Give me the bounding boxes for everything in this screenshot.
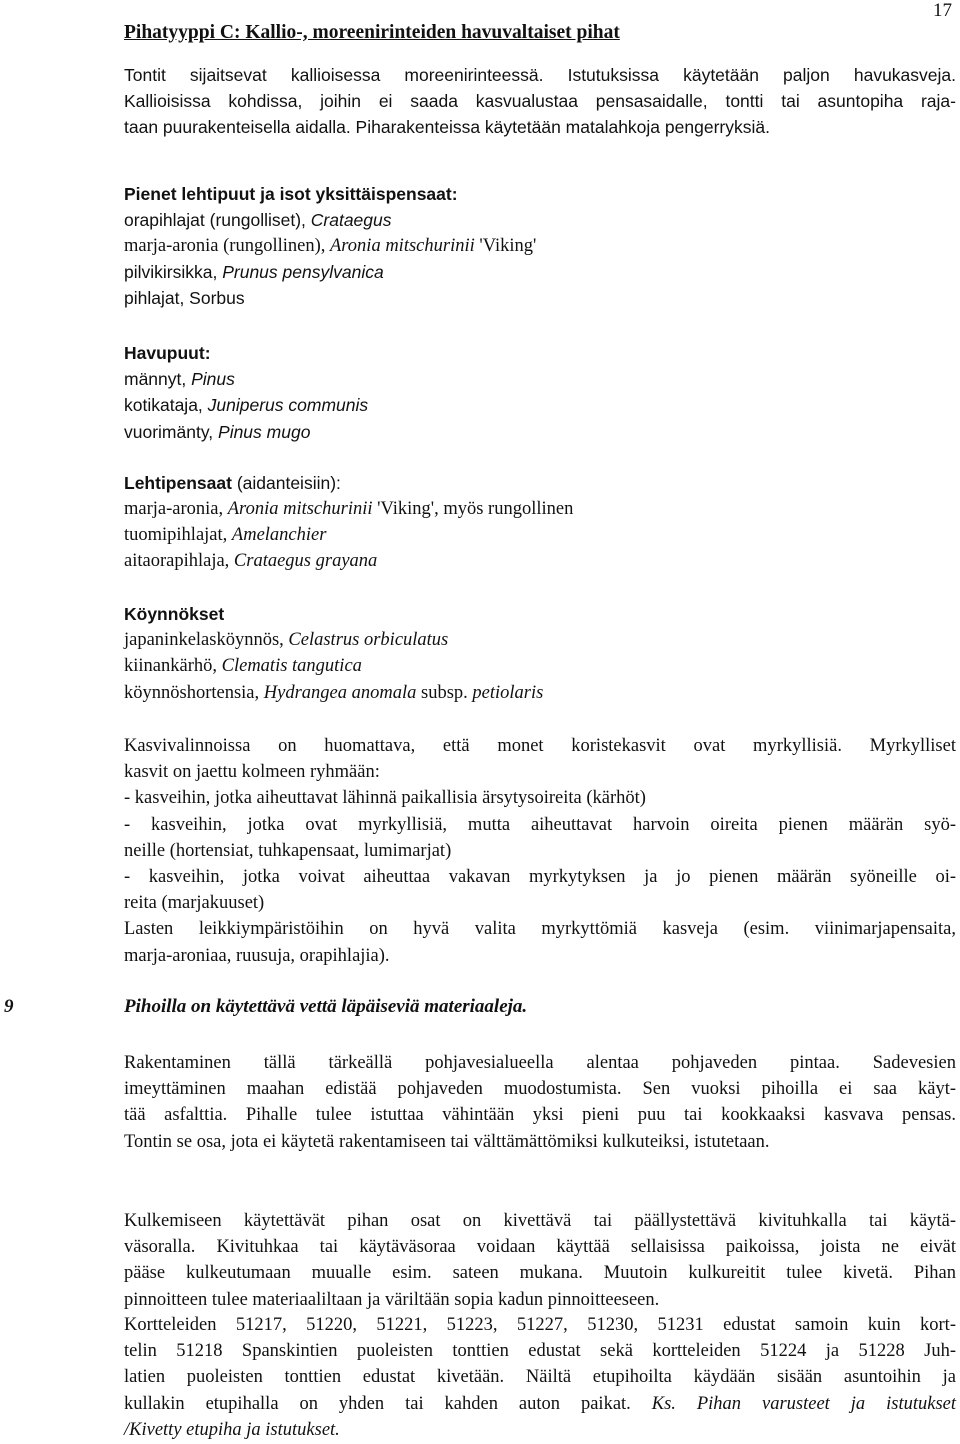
group-title: Köynnökset: [124, 604, 225, 624]
plant-common-name: männyt,: [124, 369, 192, 390]
plant-cultivar: 'Viking', myös rungollinen: [372, 499, 574, 519]
plant-item: [124, 366, 956, 392]
plant-item: [124, 548, 956, 574]
paragraph-line: latien puoleisten tonttien edustat kivetään. Näiltä etupihoilta käydään sisään asuntoihin ja: [124, 1367, 956, 1388]
plant-latin-name: Hydrangea anomala: [263, 682, 417, 703]
plant-common-name: marja-aronia (rungollinen),: [124, 236, 330, 256]
plant-common-name: tuomipihlajat,: [124, 525, 232, 546]
plant-latin-name: Aronia mitschurinii: [227, 499, 373, 519]
paragraph-line: tää asfalttia. Pihalle tulee istuttaa vähintään yksi pieni puu tai kookkaaksi kasvava pensas.: [124, 1105, 956, 1126]
toxicity-line: reita (marjakuuset): [124, 893, 265, 914]
plant-latin-name: Celastrus orbiculatus: [288, 630, 449, 651]
section-title: Pihoilla on käytettävä vettä läpäiseviä materiaaleja.: [124, 996, 528, 1017]
toxicity-line: Lasten leikkiympäristöihin on hyvä valita myrkyttömiä kasveja (esim. viinimarjapensaita,: [124, 919, 956, 940]
paragraph-line: pinnoitteen tulee materiaaliltaan ja väriltään sopia kadun pinnoitteeseen.: [124, 1289, 660, 1310]
plant-group-small-trees-items-2: [124, 259, 956, 311]
plant-group-deciduous-shrubs: [124, 470, 956, 496]
plant-common-name: pihlajat, Sorbus: [124, 288, 245, 309]
toxicity-line: Kasvivalinnoissa on huomattava, että monet koristekasvit ovat myrkyllisiä. Myrkylliset: [124, 736, 956, 756]
plant-group-climbers: [124, 601, 956, 706]
paragraph-line: [124, 1391, 956, 1417]
intro-line: Kallioisissa kohdissa, joihin ei saada kasvualustaa pensasaidalle, tontti tai asuntopiha raja-: [124, 91, 956, 112]
cross-reference: Ks. Pihan varusteet ja istutukset: [651, 1393, 956, 1414]
plant-common-name: kotikataja,: [124, 395, 208, 416]
plant-item: [124, 259, 956, 285]
paragraph-line: Kulkemiseen käytettävät pihan osat on kivettävä tai päällystettävä kivituhkalla tai käytä-: [124, 1211, 956, 1231]
paragraph-text: kullakin etupihalla on yhden tai kahden auton paikat.: [124, 1393, 652, 1414]
plant-item: [124, 392, 956, 418]
toxicity-line: kasvit on jaettu kolmeen ryhmään:: [124, 762, 380, 783]
plant-common-name: vuorimänty,: [124, 421, 219, 442]
group-title: Lehtipensaat: [124, 473, 232, 493]
intro-line: Tontit sijaitsevat kallioisessa moreenirinteessä. Istutuksissa käytetään paljon havukasveja.: [124, 65, 956, 85]
plant-common-name: köynnöshortensia,: [124, 682, 264, 703]
cross-reference: /Kivetty etupiha ja istutukset.: [124, 1419, 340, 1440]
plant-group-small-trees-items: [124, 233, 956, 259]
plant-latin-name: Prunus pensylvanica: [222, 262, 384, 282]
toxicity-line: neille (hortensiat, tuhkapensaat, lumimarjat): [124, 840, 452, 861]
plant-item: [124, 233, 956, 259]
paragraph-line: Kortteleiden 51217, 51220, 51221, 51223, 51227, 51230, 51231 edustat samoin kuin kort-: [124, 1315, 956, 1335]
plant-group-deciduous-shrubs-items: [124, 496, 956, 575]
section9-paragraph-2: [124, 1208, 956, 1313]
plant-item: [124, 653, 956, 679]
plant-latin-name: Clematis tangutica: [221, 656, 362, 677]
intro-paragraph: [124, 62, 956, 141]
section-heading: Pihatyyppi C: Kallio-, moreenirinteiden havuvaltaiset pihat: [124, 22, 620, 43]
plant-item: [124, 207, 956, 233]
plant-group-conifers: [124, 340, 956, 445]
toxicity-line: - kasveihin, jotka ovat myrkyllisiä, mutta aiheuttavat harvoin oireita pienen määrän syö-: [124, 814, 956, 835]
plant-cultivar: 'Viking': [474, 236, 537, 256]
section-number: 9: [4, 996, 14, 1017]
plant-latin-name: Aronia mitschurinii: [329, 236, 475, 256]
intro-line: taan puurakenteisella aidalla. Piharakenteissa käytetään matalahkoja pengerryksiä.: [124, 117, 770, 138]
plant-common-name: pilvikirsikka,: [124, 262, 223, 282]
page-number: 17: [933, 0, 952, 21]
plant-subsp: subsp.: [416, 682, 473, 703]
toxicity-paragraph: [124, 733, 956, 969]
plant-latin-name: Amelanchier: [231, 525, 327, 546]
plant-item: [124, 419, 956, 445]
paragraph-line: Tontin se osa, jota ei käytetä rakentamiseen tai välttämättömiksi kulkuteiksi, istutetaan.: [124, 1131, 770, 1152]
plant-common-name: kiinankärhö,: [124, 656, 222, 677]
group-title: Havupuut:: [124, 343, 211, 363]
plant-common-name: aitaorapihlaja,: [124, 551, 234, 572]
plant-item: [124, 680, 956, 706]
plant-group-small-trees: [124, 181, 956, 233]
plant-item: [124, 627, 956, 653]
paragraph-line: Rakentaminen tällä tärkeällä pohjavesialueella alentaa pohjaveden pintaa. Sadevesien: [124, 1053, 956, 1073]
group-title-suffix: (aidanteisiin):: [231, 473, 341, 493]
plant-item: [124, 496, 956, 522]
plant-common-name: japaninkelasköynnös,: [124, 630, 289, 651]
section9-paragraph-1: [124, 1050, 956, 1155]
plant-latin-name: petiolaris: [472, 682, 544, 703]
paragraph-line: telin 51218 Spanskintien puoleisten tonttien edustat sekä kortteleiden 51224 ja 51228 Juh-: [124, 1341, 956, 1362]
plant-latin-name: Crataegus: [310, 210, 392, 231]
paragraph-line: pääse kulkeutumaan muualle esim. sateen mukana. Muutoin kulkureitit tulee kivetä. Pihan: [124, 1263, 956, 1284]
plant-common-name: orapihlajat (rungolliset),: [124, 210, 311, 231]
plant-common-name: marja-aronia,: [124, 499, 228, 519]
plant-item: [124, 522, 956, 548]
plant-latin-name: Pinus: [191, 369, 235, 390]
paragraph-line: väsoralla. Kivituhkaa tai käytäväsoraa voidaan käyttää sellaisissa paikoissa, joista ne eivät: [124, 1237, 956, 1258]
toxicity-line: - kasveihin, jotka aiheuttavat lähinnä paikallisia ärsytysoireita (kärhöt): [124, 788, 646, 809]
paragraph-line: imeyttäminen maahan edistää pohjaveden muodostumista. Sen vuoksi pihoilla ei saa käyt-: [124, 1079, 956, 1100]
plant-latin-name: Pinus mugo: [218, 421, 311, 442]
plant-latin-name: Juniperus communis: [207, 395, 369, 416]
group-title: Pienet lehtipuut ja isot yksittäispensaat:: [124, 184, 458, 204]
plant-latin-name: Crataegus grayana: [233, 551, 378, 572]
section9-paragraph-3: [124, 1312, 956, 1443]
toxicity-line: marja-aroniaa, ruusuja, orapihlajia).: [124, 945, 390, 966]
plant-item: [124, 285, 956, 311]
toxicity-line: - kasveihin, jotka voivat aiheuttaa vakavan myrkytyksen ja jo pienen määrän syöneille oi-: [124, 867, 956, 888]
